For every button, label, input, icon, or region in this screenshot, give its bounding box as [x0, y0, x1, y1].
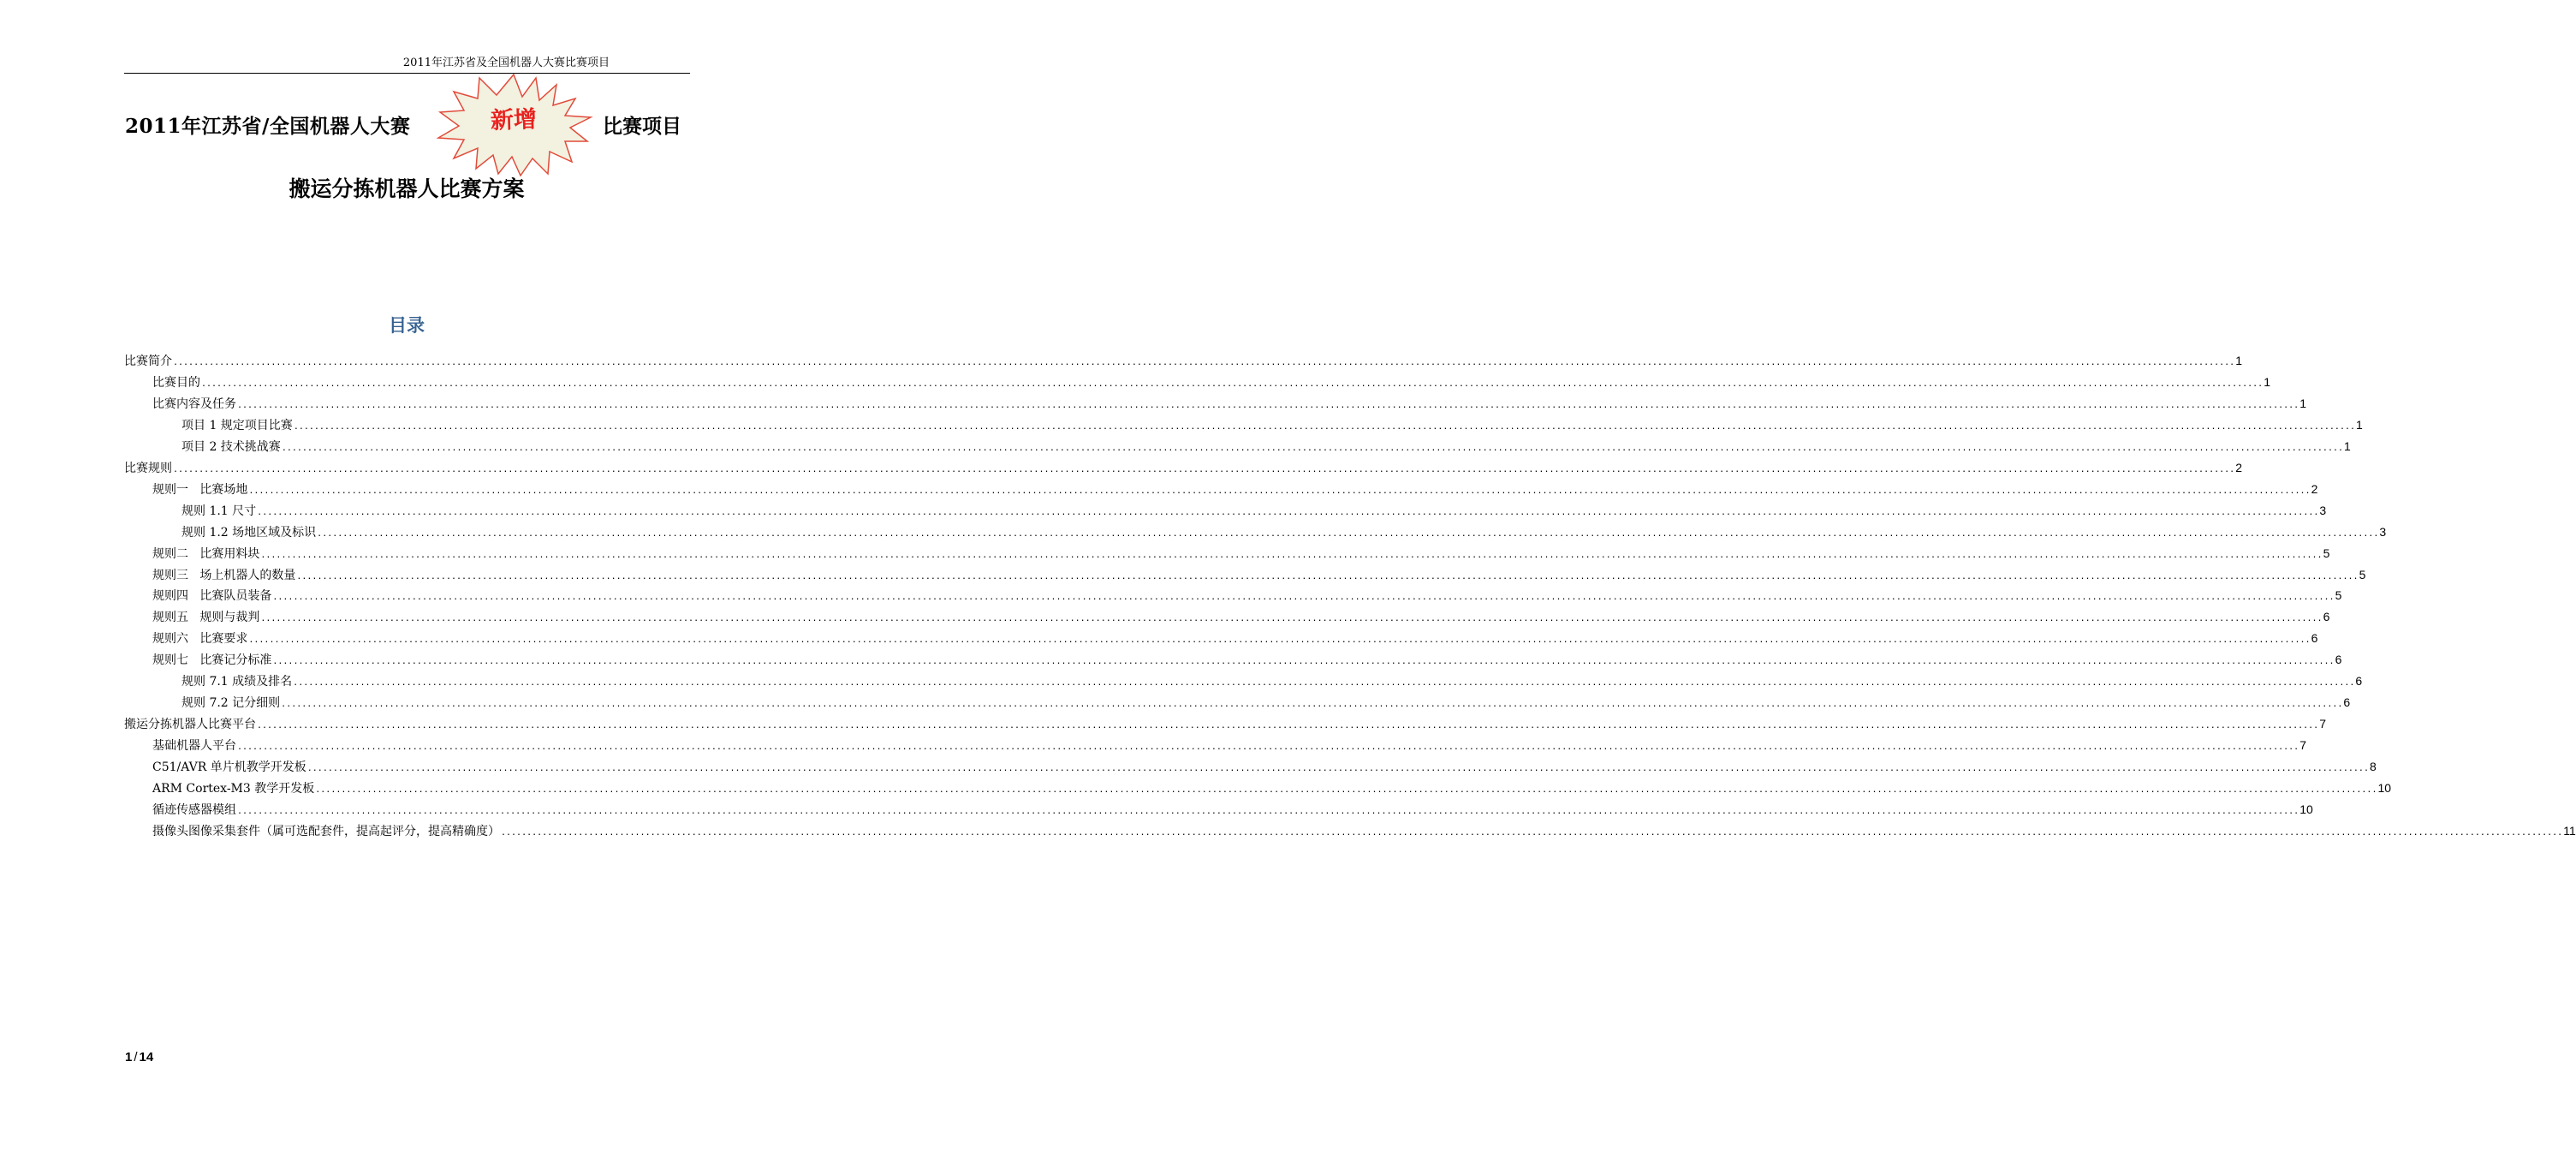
toc-entry-label: 搬运分拣机器人比赛平台 [124, 718, 256, 732]
toc-entry-label: C51/AVR 单片机教学开发板 [152, 760, 306, 775]
toc-entry[interactable] [152, 756, 2377, 777]
toc-leader-dots: ................................................................................................................................................................................................................................................................................................................................................................................................................ [237, 742, 2299, 753]
toc-leader-dots: ................................................................................................................................................................................................................................................................................................................................................................................................................ [173, 358, 2235, 367]
toc-leader-dots: ................................................................................................................................................................................................................................................................................................................................................................................................................ [293, 421, 2356, 432]
toc-leader-dots: ................................................................................................................................................................................................................................................................................................................................................................................................................ [317, 528, 2379, 539]
toc-entry-page: 1 [2356, 417, 2363, 432]
toc-entry-label: 规则三 场上机器人的数量 [152, 568, 296, 582]
toc-entry[interactable] [152, 393, 2306, 414]
toc-entry-label: 规则二 比赛用料块 [152, 546, 260, 561]
toc-entry-page: 6 [2323, 610, 2330, 624]
toc-entry-page: 1 [2299, 396, 2306, 410]
toc-entry-label: 基础机器人平台 [152, 739, 236, 754]
toc-entry-label: 规则 7.1 成绩及排名 [181, 675, 293, 689]
main-title-left: 2011年江苏省/全国机器人大赛 [125, 115, 411, 138]
toc-entry[interactable] [181, 671, 2363, 691]
toc-entry-page: 3 [2379, 524, 2387, 539]
toc-leader-dots: ................................................................................................................................................................................................................................................................................................................................................................................................................ [257, 507, 2319, 517]
toc-entry-label: 规则 7.2 记分细则 [181, 696, 281, 711]
toc-entry-page: 7 [2319, 717, 2326, 731]
toc-entry-label: 规则一 比赛场地 [152, 482, 248, 497]
toc-heading: 目录 [389, 315, 425, 336]
toc-leader-dots: ................................................................................................................................................................................................................................................................................................................................................................................................................ [296, 571, 2359, 581]
toc-entry-page: 1 [2344, 438, 2351, 453]
toc-entry-label: 摄像头图像采集套件（属可选配套件，提高起评分，提高精确度） [152, 824, 500, 838]
toc-leader-dots: ................................................................................................................................................................................................................................................................................................................................................................................................................ [237, 400, 2299, 410]
toc-entry-page: 10 [2299, 802, 2313, 816]
new-starburst-badge [428, 73, 599, 176]
toc-entry-page: 6 [2343, 695, 2351, 710]
page-number [125, 1050, 153, 1065]
toc-entry-label: 规则四 比赛队员装备 [152, 589, 272, 604]
toc-leader-dots: ................................................................................................................................................................................................................................................................................................................................................................................................................ [272, 657, 2335, 667]
toc-leader-dots: ................................................................................................................................................................................................................................................................................................................................................................................................................ [293, 678, 2355, 689]
toc-leader-dots: ................................................................................................................................................................................................................................................................................................................................................................................................................ [501, 827, 2563, 838]
toc-leader-dots: ................................................................................................................................................................................................................................................................................................................................................................................................................ [173, 464, 2235, 474]
toc-entry-label: 比赛目的 [152, 375, 200, 390]
toc-entry-page: 5 [2359, 567, 2366, 581]
toc-entry-label: 规则 1.1 尺寸 [181, 504, 257, 518]
header-divider [124, 73, 690, 74]
toc-entry-label: 比赛内容及任务 [152, 397, 236, 411]
toc-entry-page: 5 [2335, 588, 2342, 603]
toc-leader-dots: ................................................................................................................................................................................................................................................................................................................................................................................................................ [237, 806, 2299, 816]
toc-entry[interactable] [152, 628, 2318, 648]
toc-entry-page: 3 [2319, 503, 2327, 517]
toc-leader-dots: ................................................................................................................................................................................................................................................................................................................................................................................................................ [260, 614, 2323, 624]
toc-entry[interactable] [181, 500, 2327, 521]
toc-entry[interactable] [152, 543, 2330, 564]
toc-entry[interactable] [152, 820, 2576, 841]
toc-entry[interactable] [181, 522, 2387, 542]
toc-entry[interactable] [124, 713, 2326, 734]
toc-leader-dots: ................................................................................................................................................................................................................................................................................................................................................................................................................ [260, 550, 2323, 560]
toc-entry[interactable] [152, 649, 2342, 670]
toc-entry-label: 比赛简介 [124, 355, 172, 368]
toc-entry-page: 2 [2311, 481, 2318, 496]
toc-entry[interactable] [152, 564, 2366, 585]
toc-entry[interactable] [124, 457, 2242, 478]
toc-entry[interactable] [152, 585, 2342, 605]
toc-leader-dots: ................................................................................................................................................................................................................................................................................................................................................................................................................ [306, 764, 2369, 774]
toc-entry[interactable] [181, 436, 2351, 456]
toc-entry-page: 8 [2369, 760, 2377, 774]
toc-entry-label: 循迹传感器模组 [152, 802, 236, 817]
toc-leader-dots: ................................................................................................................................................................................................................................................................................................................................................................................................................ [248, 635, 2311, 646]
starburst-label: 新增 [490, 106, 538, 134]
toc-entry-page: 6 [2311, 631, 2318, 646]
toc-entry-label: 项目 2 技术挑战赛 [181, 439, 281, 454]
toc-entry-label: 规则七 比赛记分标准 [152, 653, 272, 668]
toc-entry-page: 5 [2323, 546, 2330, 560]
toc-leader-dots: ................................................................................................................................................................................................................................................................................................................................................................................................................ [201, 379, 2264, 389]
toc-entry-label: 项目 1 规定项目比赛 [181, 418, 293, 432]
toc-entry-page: 1 [2235, 354, 2242, 367]
total-pages: 14 [139, 1050, 154, 1065]
toc-entry[interactable] [124, 350, 2242, 371]
toc-entry[interactable] [152, 372, 2270, 392]
toc-leader-dots: ................................................................................................................................................................................................................................................................................................................................................................................................................ [281, 700, 2343, 710]
toc-entry-label: 规则五 规则与裁判 [152, 611, 260, 625]
toc-entry-page: 6 [2355, 674, 2363, 689]
toc-entry-label: 规则六 比赛要求 [152, 632, 248, 647]
toc-leader-dots: ................................................................................................................................................................................................................................................................................................................................................................................................................ [281, 443, 2344, 453]
toc-entry-page: 1 [2264, 374, 2270, 389]
toc-leader-dots: ................................................................................................................................................................................................................................................................................................................................................................................................................ [257, 721, 2319, 731]
toc-entry-label: ARM Cortex-M3 教学开发板 [152, 782, 315, 796]
toc-entry[interactable] [152, 479, 2318, 499]
toc-entry[interactable] [181, 692, 2351, 713]
toc-entry[interactable] [152, 606, 2330, 627]
toc-entry-page: 11 [2563, 823, 2576, 838]
running-header: 2011年江苏省及全国机器人大赛比赛项目 [402, 57, 610, 69]
toc-entry[interactable] [181, 414, 2363, 435]
toc-entry[interactable] [152, 799, 2313, 820]
toc-entry[interactable] [152, 778, 2392, 798]
toc-leader-dots: ................................................................................................................................................................................................................................................................................................................................................................................................................ [315, 785, 2377, 795]
toc-entry-page: 6 [2335, 653, 2342, 667]
toc-entry-label: 比赛规则 [124, 461, 172, 475]
main-title-right: 比赛项目 [603, 115, 681, 138]
toc-entry-page: 2 [2235, 460, 2242, 474]
toc-entry-page: 10 [2377, 781, 2392, 795]
toc-leader-dots: ................................................................................................................................................................................................................................................................................................................................................................................................................ [248, 486, 2311, 496]
toc-leader-dots: ................................................................................................................................................................................................................................................................................................................................................................................................................ [272, 593, 2335, 603]
toc-entry[interactable] [152, 735, 2306, 755]
document-subtitle: 搬运分拣机器人比赛方案 [289, 176, 525, 201]
toc-entry-page: 7 [2299, 738, 2306, 753]
toc-entry-label: 规则 1.2 场地区域及标识 [181, 525, 317, 540]
page-separator: / [134, 1050, 138, 1065]
current-page: 1 [125, 1050, 133, 1065]
